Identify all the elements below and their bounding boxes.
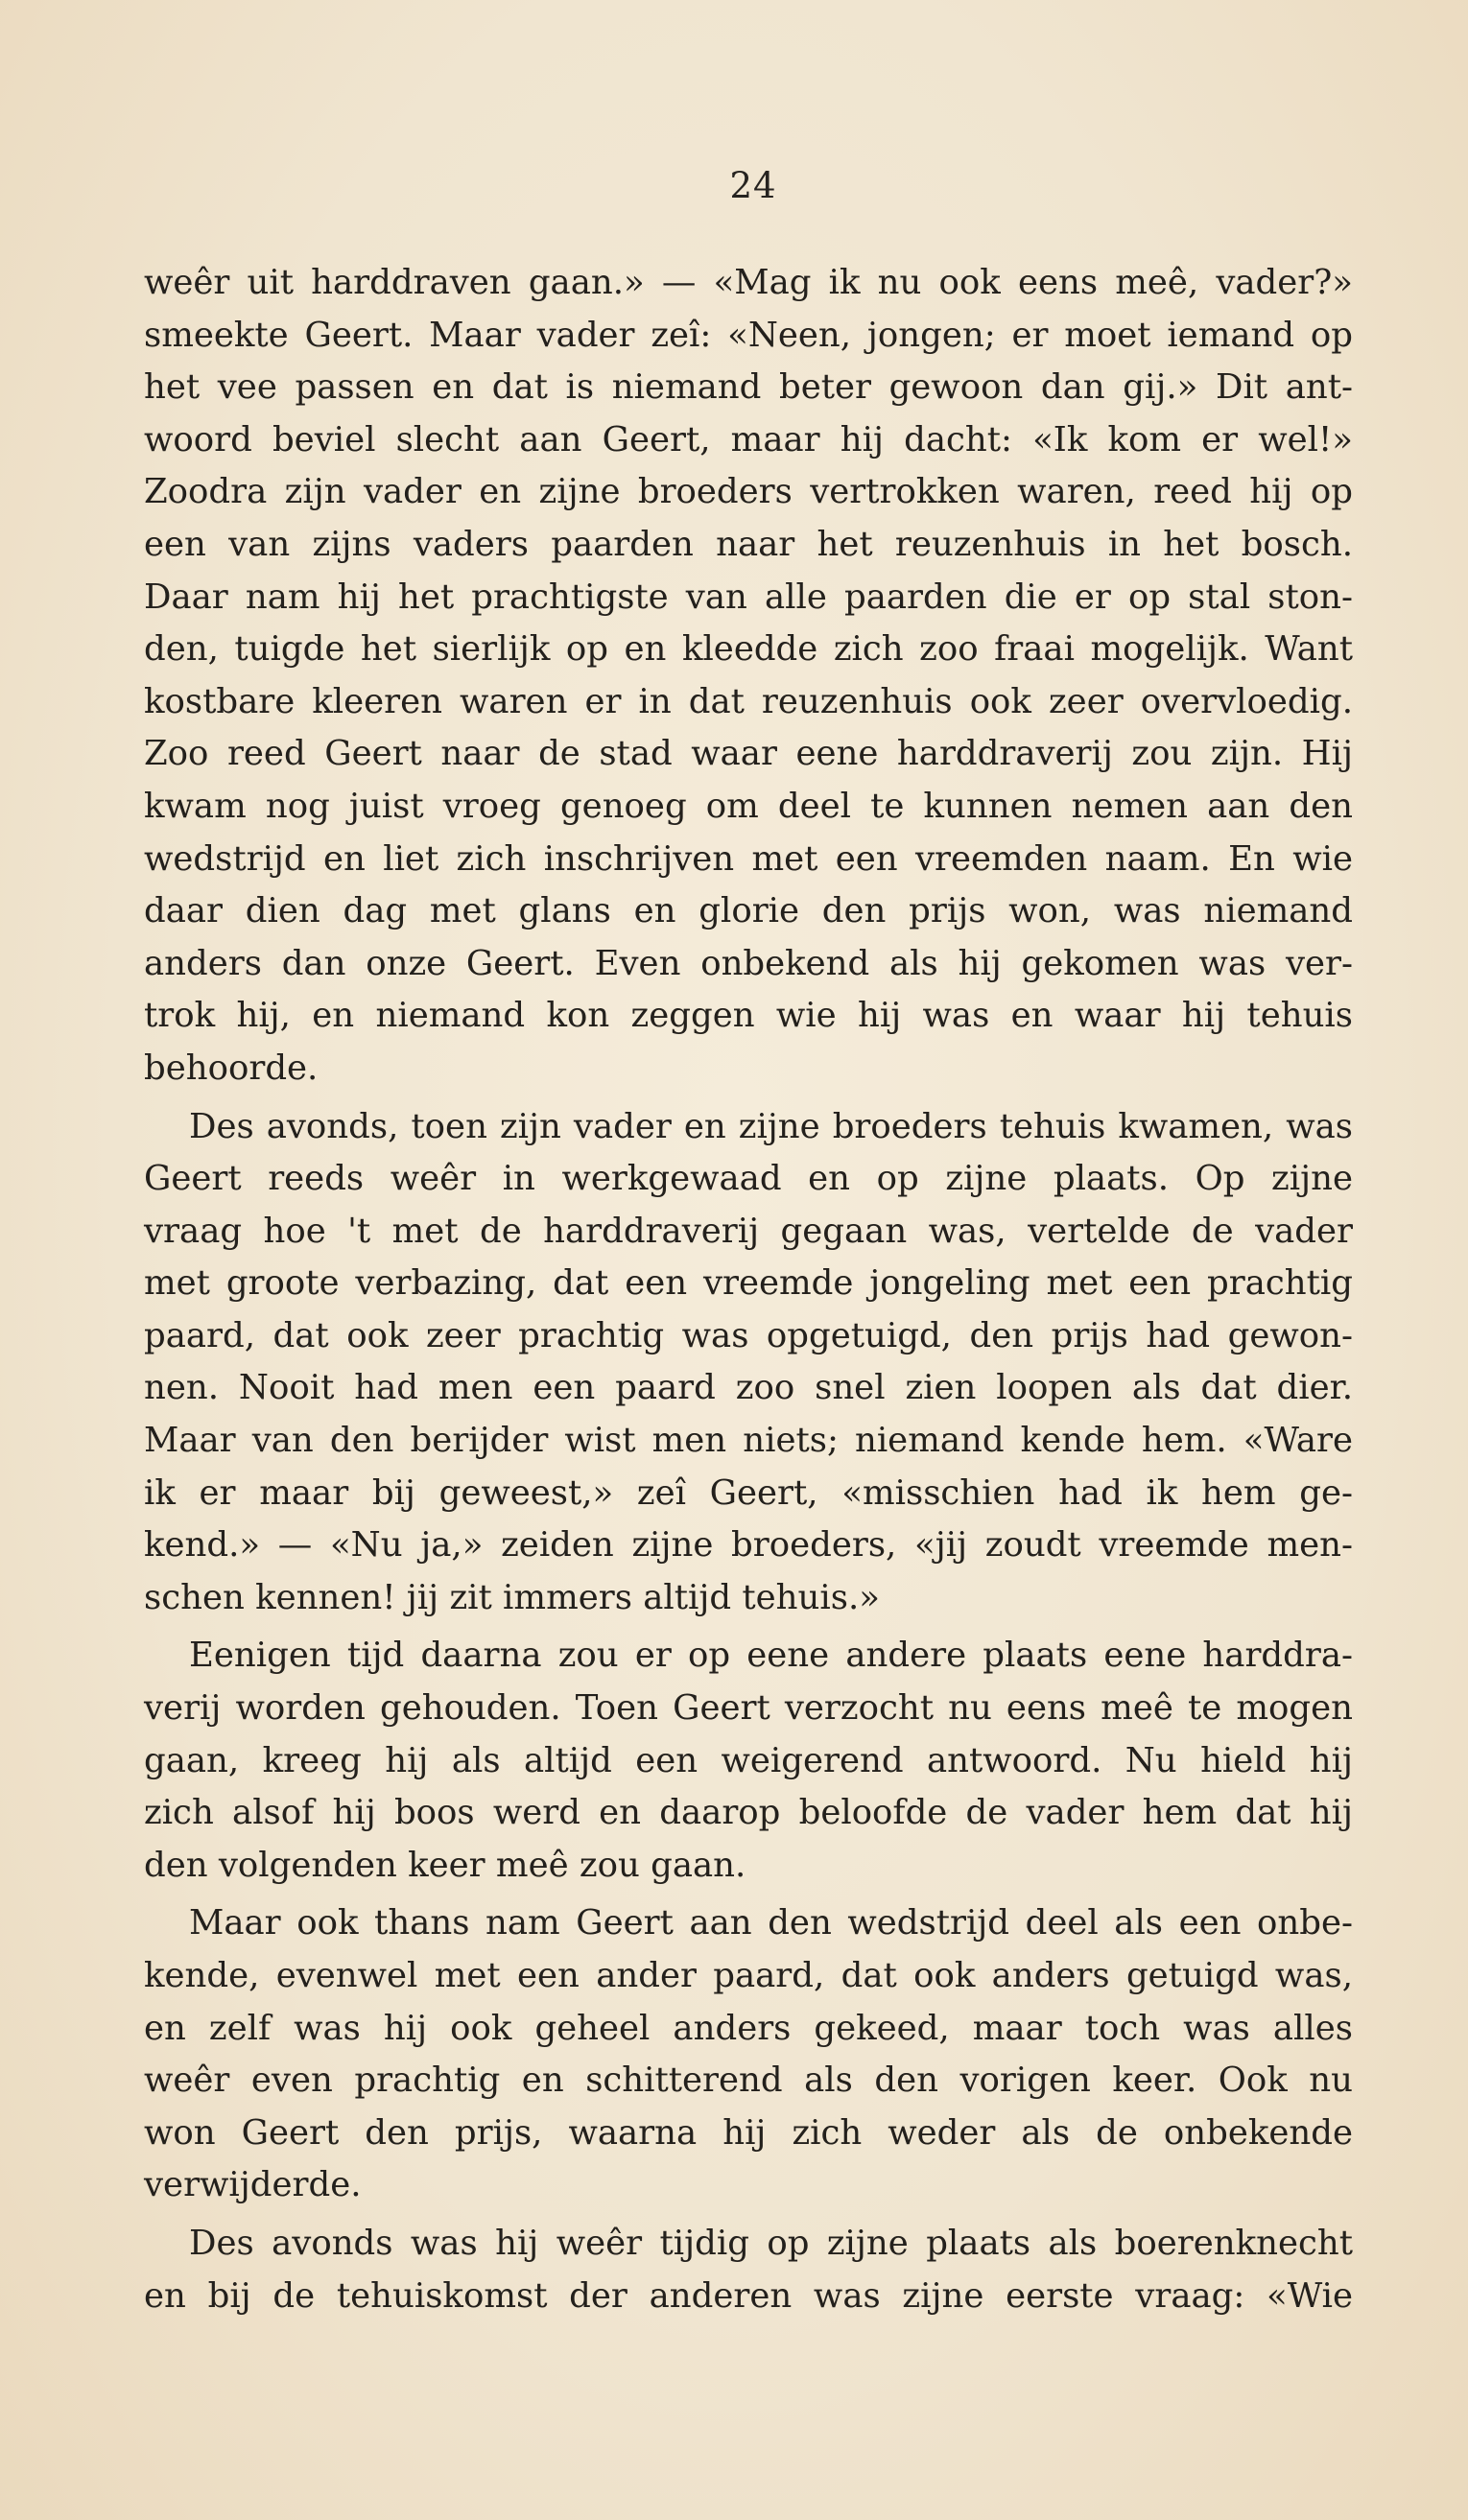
text-line: Zoo reed Geert naar de stad waar eene harddraverij zou zijn. Hij	[144, 734, 1353, 774]
page-number: 24	[729, 165, 777, 206]
text-line: den, tuigde het sierlijk op en kleedde zich zoo fraai mogelijk. Want	[144, 629, 1353, 670]
text-line: Maar van den berijder wist men niets; niemand kende hem. «Ware	[144, 1421, 1353, 1461]
text-line: won Geert den prijs, waarna hij zich weder als de onbekende	[144, 2112, 1353, 2153]
text-line: kend.» — «Nu ja,» zeiden zijne broeders, «jij zoudt vreemde men-	[144, 1525, 1353, 1566]
text-line: het vee passen en dat is niemand beter gewoon dan gij.» Dit ant-	[144, 367, 1353, 408]
text-line: een van zijns vaders paarden naar het reuzenhuis in het bosch.	[144, 524, 1353, 564]
text-line: paard, dat ook zeer prachtig was opgetuigd, den prijs had gewon-	[144, 1315, 1353, 1355]
text-line: gaan, kreeg hij als altijd een weigerend antwoord. Nu hield hij	[144, 1740, 1353, 1780]
text-line: nen. Nooit had men een paard zoo snel zien loopen als dat dier.	[144, 1368, 1353, 1408]
text-line: met groote verbazing, dat een vreemde jongeling met een prachtig	[144, 1263, 1353, 1304]
text-line: en bij de tehuiskomst der anderen was zijne eerste vraag: «Wie	[144, 2275, 1353, 2316]
text-line: Eenigen tijd daarna zou er op eene andere plaats eene harddra-	[189, 1636, 1353, 1676]
text-line: anders dan onze Geert. Even onbekend als hij gekomen was ver-	[144, 943, 1353, 983]
text-line: vraag hoe 't met de harddraverij gegaan was, vertelde de vader	[144, 1211, 1353, 1251]
text-line: Des avonds was hij weêr tijdig op zijne plaats als boerenknecht	[189, 2223, 1353, 2263]
text-line: behoorde.	[144, 1048, 319, 1088]
text-line: Geert reeds weêr in werkgewaad en op zijne plaats. Op zijne	[144, 1159, 1353, 1199]
text-line: smeekte Geert. Maar vader zeî: «Neen, jongen; er moet iemand op	[144, 315, 1353, 355]
text-line: kostbare kleeren waren er in dat reuzenhuis ook zeer overvloedig.	[144, 681, 1353, 721]
text-line: kende, evenwel met een ander paard, dat ook anders getuigd was,	[144, 1956, 1353, 1995]
body-text	[144, 257, 1353, 2322]
text-line: wedstrijd en liet zich inschrijven met een vreemden naam. En wie	[144, 838, 1353, 879]
text-line: kwam nog juist vroeg genoeg om deel te kunnen nemen aan den	[144, 786, 1353, 826]
text-line: verwijderde.	[144, 2165, 362, 2205]
text-line: Des avonds, toen zijn vader en zijne broeders tehuis kwamen, was	[189, 1106, 1353, 1146]
text-line: Daar nam hij het prachtigste van alle paarden die er op stal ston-	[144, 577, 1353, 617]
text-line: den volgenden keer meê zou gaan.	[144, 1845, 746, 1885]
text-line: Maar ook thans nam Geert aan den wedstrijd deel als een onbe-	[189, 1903, 1353, 1943]
text-line: zich alsof hij boos werd en daarop beloofde de vader hem dat hij	[144, 1793, 1353, 1833]
text-line: verij worden gehouden. Toen Geert verzocht nu eens meê te mogen	[144, 1688, 1353, 1729]
text-line: daar dien dag met glans en glorie den prijs won, was niemand	[144, 891, 1353, 931]
text-line: en zelf was hij ook geheel anders gekeed, maar toch was alles	[144, 2008, 1353, 2048]
text-line: schen kennen! jij zit immers altijd tehuis.»	[144, 1577, 880, 1617]
text-line: weêr uit harddraven gaan.» — «Mag ik nu ook eens meê, vader?»	[144, 263, 1353, 302]
text-line: trok hij, en niemand kon zeggen wie hij was en waar hij tehuis	[144, 996, 1353, 1036]
text-line: weêr even prachtig en schitterend als den vorigen keer. Ook nu	[144, 2061, 1353, 2101]
text-line: woord beviel slecht aan Geert, maar hij dacht: «Ik kom er wel!»	[144, 419, 1353, 459]
text-line: ik er maar bij geweest,» zeî Geert, «misschien had ik hem ge-	[144, 1472, 1353, 1513]
text-line: Zoodra zijn vader en zijne broeders vertrokken waren, reed hij op	[144, 472, 1353, 512]
